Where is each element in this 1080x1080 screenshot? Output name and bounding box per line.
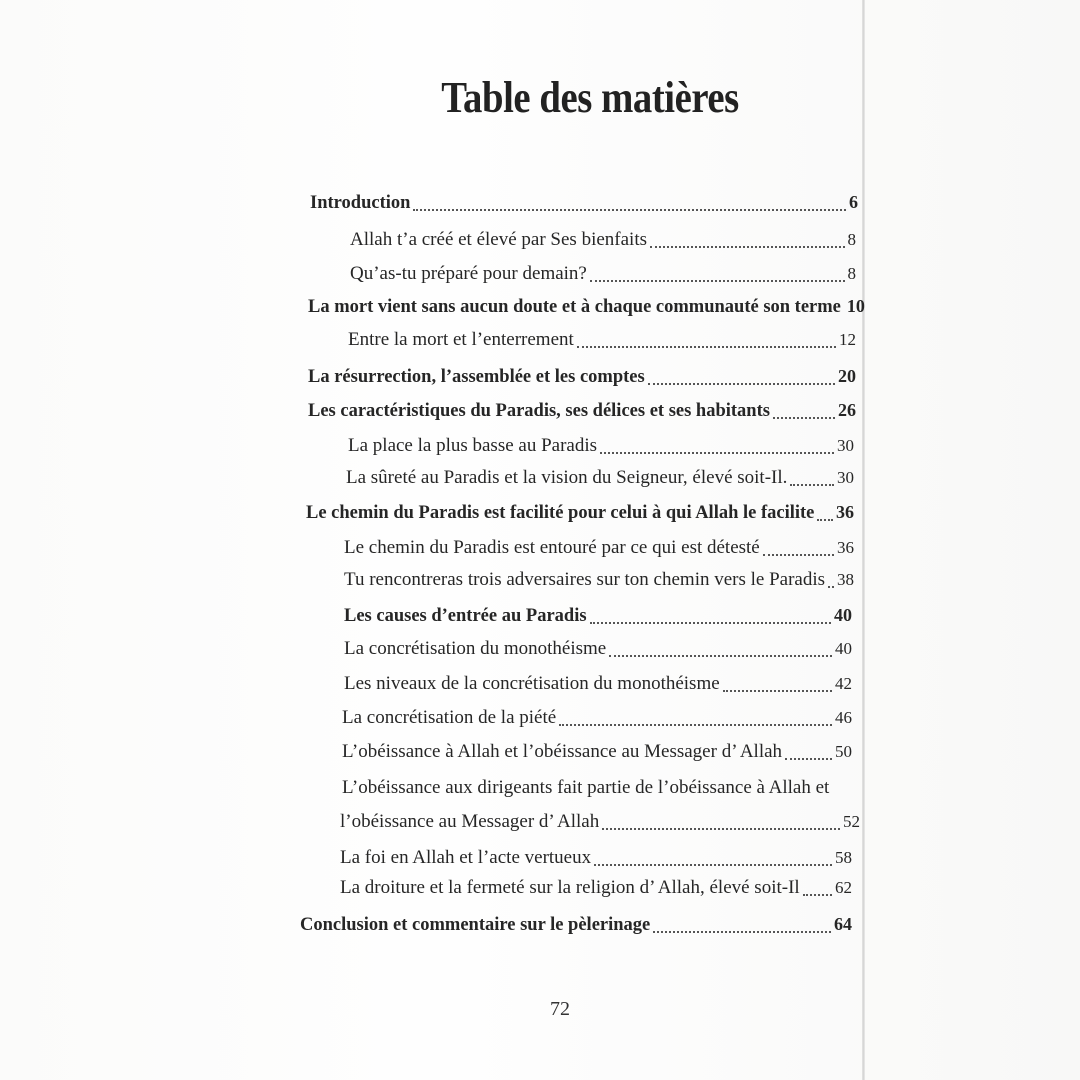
toc-entry (350, 228, 856, 252)
toc-entry (344, 568, 854, 592)
leader-dots (594, 864, 832, 866)
toc-entry-page: 64 (834, 914, 852, 934)
toc-entry (340, 810, 860, 834)
toc-entry (348, 434, 854, 458)
leader-dots (559, 724, 832, 726)
leader-dots (817, 519, 833, 521)
toc-entry-label: Conclusion et commentaire sur le pèlerinage (300, 915, 651, 935)
leader-dots (602, 828, 840, 830)
toc-entry-continued (342, 776, 860, 800)
toc-entry-page: 12 (839, 330, 856, 349)
toc-entry-label: La droiture et la fermeté sur la religion d’ Allah, élevé soit-Il (340, 877, 800, 898)
toc-entry (350, 262, 856, 286)
toc-entry-label: La place la plus basse au Paradis (348, 435, 598, 456)
toc-entry-label: Les causes d’entrée au Paradis (344, 606, 587, 626)
toc-entry-label: Les caractéristiques du Paradis, ses délices et ses habitants (308, 401, 770, 421)
toc-entry-label: L’obéissance à Allah et l’obéissance au Messager d’ Allah (342, 741, 783, 762)
toc-entry-label: l’obéissance au Messager d’ Allah (340, 811, 600, 832)
toc-entry-page: 20 (838, 366, 856, 386)
toc-entry (300, 912, 852, 937)
toc-entry-label: La résurrection, l’assemblée et les comptes (308, 367, 645, 387)
toc-entry-page: 8 (847, 264, 856, 283)
toc-entry-page: 40 (834, 605, 852, 625)
toc-entry-label: Le chemin du Paradis est facilité pour celui à qui Allah le facilite (306, 503, 815, 523)
toc-entry-label: L’obéissance aux dirigeants fait partie de l’obéissance à Allah et (342, 777, 830, 798)
leader-dots (763, 554, 834, 556)
toc-entry (346, 466, 854, 490)
toc-entry-page: 30 (837, 436, 854, 455)
leader-dots (723, 690, 832, 692)
toc-entry (344, 637, 852, 661)
toc-entry-label: Qu’as-tu préparé pour demain? (350, 263, 587, 284)
toc-entry-label: La foi en Allah et l’acte vertueux (340, 847, 592, 868)
toc-entry (310, 190, 858, 215)
toc-entry (340, 876, 852, 900)
leader-dots (590, 280, 845, 282)
toc-entry-label: La sûreté au Paradis et la vision du Seigneur, élevé soit-Il. (346, 467, 788, 488)
toc-entry-page: 6 (849, 192, 858, 212)
leader-dots (577, 346, 836, 348)
toc-entry (306, 500, 854, 525)
toc-entry-page: 52 (843, 812, 860, 831)
leader-dots (785, 758, 832, 760)
toc-entry-label: La concrétisation du monothéisme (344, 638, 607, 659)
toc-entry (344, 536, 854, 560)
leader-dots (828, 586, 834, 588)
toc-entry-page: 42 (835, 674, 852, 693)
toc-entry-page: 8 (847, 230, 856, 249)
toc-entry (340, 846, 852, 870)
leader-dots (413, 209, 846, 211)
toc-entry-label: Allah t’a créé et élevé par Ses bienfaits (350, 229, 647, 250)
leader-dots (590, 622, 831, 624)
toc-entry-page: 36 (836, 502, 854, 522)
toc-entry (344, 672, 852, 696)
toc-entry-page: 36 (837, 538, 854, 557)
toc-entry (342, 740, 852, 764)
toc-entry-page: 46 (835, 708, 852, 727)
leader-dots (773, 417, 835, 419)
page-title: Table des matières (441, 73, 739, 122)
toc-entry-page: 30 (837, 468, 854, 487)
toc-entry-page: 50 (835, 742, 852, 761)
toc-entry-page: 26 (838, 400, 856, 420)
toc-entry-page: 10 (846, 296, 865, 316)
toc-entry-label: Le chemin du Paradis est entouré par ce qui est détesté (344, 537, 760, 558)
toc-entry-label: Les niveaux de la concrétisation du monothéisme (344, 673, 720, 694)
page-edge (862, 0, 865, 1080)
toc-entry (348, 328, 856, 352)
toc-entry (308, 364, 856, 389)
toc-entry (308, 294, 865, 319)
toc-entry-label: Entre la mort et l’enterrement (348, 329, 574, 350)
leader-dots (653, 931, 831, 933)
toc-entry (344, 603, 852, 628)
toc-entry (342, 706, 852, 730)
toc-entry-page: 38 (837, 570, 854, 589)
leader-dots (650, 246, 845, 248)
leader-dots (803, 894, 832, 896)
toc-entry-page: 62 (835, 878, 852, 897)
leader-dots (790, 484, 834, 486)
toc-entry-page: 58 (835, 848, 852, 867)
leader-dots (609, 655, 832, 657)
leader-dots (648, 383, 835, 385)
toc-entry-label: Introduction (310, 193, 411, 213)
page-number: 72 (550, 998, 570, 1020)
toc-entry-page: 40 (835, 639, 852, 658)
toc-entry-label: La concrétisation de la piété (342, 707, 557, 728)
toc-entry-label: Tu rencontreras trois adversaires sur ton chemin vers le Paradis (344, 569, 826, 590)
toc-entry-label: La mort vient sans aucun doute et à chaque communauté son terme (308, 297, 841, 317)
leader-dots (600, 452, 834, 454)
toc-entry (308, 398, 856, 423)
